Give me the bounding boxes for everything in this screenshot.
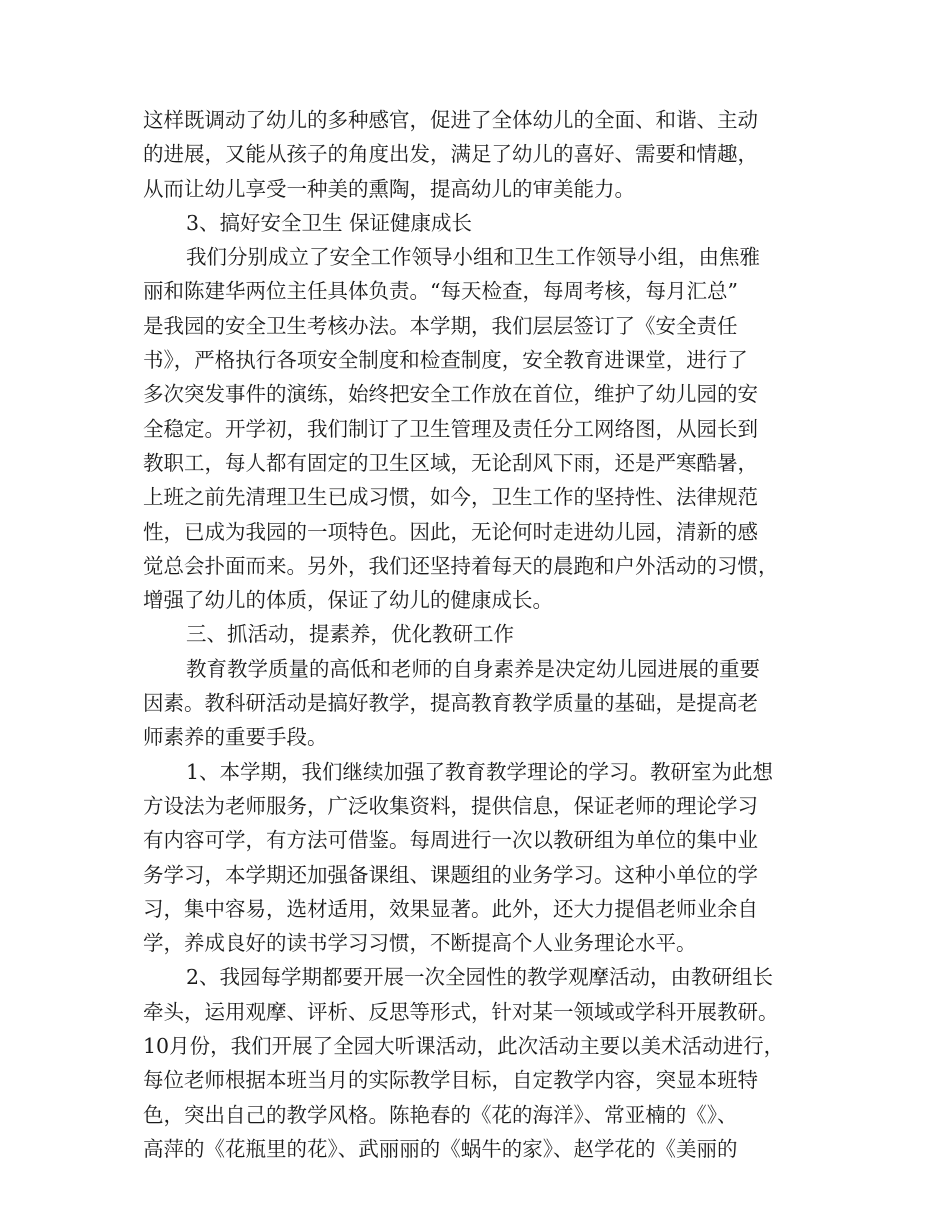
paragraph-line: 习，集中容易，选材适用，效果显著。此外，还大力提倡老师业余自 xyxy=(143,896,758,921)
paragraph-line: 觉总会扑面而来。另外，我们还坚持着每天的晨跑和户外活动的习惯， xyxy=(143,553,779,578)
paragraph-line: 牵头，运用观摩、评析、反思等形式，针对某一领域或学科开展教研。 xyxy=(143,999,779,1024)
paragraph-first-line: 1、本学期，我们继续加强了教育教学理论的学习。教研室为此想 xyxy=(186,759,774,784)
paragraph-line: 多次突发事件的演练，始终把安全工作放在首位，维护了幼儿园的安 xyxy=(143,382,758,407)
paragraph-line: 色，突出自己的教学风格。陈艳春的《花的海洋》、常亚楠的《》、 xyxy=(143,1102,738,1127)
paragraph-first-line: 三、抓活动，提素养，优化教研工作 xyxy=(186,622,514,647)
paragraph-line: 方设法为老师服务，广泛收集资料，提供信息，保证老师的理论学习 xyxy=(143,793,758,818)
paragraph-first-line: 2、我园每学期都要开展一次全园性的教学观摩活动，由教研组长 xyxy=(186,965,774,990)
paragraph-line: 全稳定。开学初，我们制订了卫生管理及责任分工网络图，从园长到 xyxy=(143,416,758,441)
paragraph-line: 从而让幼儿享受一种美的熏陶，提高幼儿的审美能力。 xyxy=(143,176,635,201)
paragraph-first-line: 我们分别成立了安全工作领导小组和卫生工作领导小组，由焦雅 xyxy=(186,245,760,270)
paragraph-line: 因素。教科研活动是搞好教学，提高教育教学质量的基础，是提高老 xyxy=(143,691,758,716)
document-body xyxy=(143,103,823,1166)
paragraph-first-line: 3、搞好安全卫生 保证健康成长 xyxy=(186,210,473,235)
paragraph-line: 性，已成为我园的一项特色。因此，无论何时走进幼儿园，清新的感 xyxy=(143,519,758,544)
paragraph-first-line: 教育教学质量的高低和老师的自身素养是决定幼儿园进展的重要 xyxy=(186,656,760,681)
paragraph-line: 每位老师根据本班当月的实际教学目标，自定教学内容，突显本班特 xyxy=(143,1068,758,1093)
paragraph-line: 教职工，每人都有固定的卫生区域，无论刮风下雨，还是严寒酷暑， xyxy=(143,450,758,475)
paragraph-line: 务学习，本学期还加强备课组、课题组的业务学习。这种小单位的学 xyxy=(143,862,758,887)
paragraph-line: 书》，严格执行各项安全制度和检查制度，安全教育进课堂，进行了 xyxy=(143,348,748,373)
paragraph-line: 是我园的安全卫生考核办法。本学期，我们层层签订了《安全责任 xyxy=(143,313,738,338)
paragraph-line: 师素养的重要手段。 xyxy=(143,725,328,750)
paragraph-line: 的进展，又能从孩子的角度出发，满足了幼儿的喜好、需要和情趣， xyxy=(143,142,758,167)
paragraph-line: 丽和陈建华两位主任具体负责。“每天检查，每周考核，每月汇总” xyxy=(143,279,738,304)
paragraph-line: 这样既调动了幼儿的多种感官，促进了全体幼儿的全面、和谐、主动 xyxy=(143,108,758,132)
paragraph-line: 增强了幼儿的体质，保证了幼儿的健康成长。 xyxy=(143,588,553,613)
paragraph-line: 高萍的《花瓶里的花》、武丽丽的《蜗牛的家》、赵学花的《美丽的 xyxy=(143,1136,738,1161)
paragraph-line: 上班之前先清理卫生已成习惯，如今，卫生工作的坚持性、法律规范 xyxy=(143,485,758,510)
paragraph-line: 10月份，我们开展了全园大听课活动，此次活动主要以美术活动进行， xyxy=(143,1034,785,1059)
paragraph-line: 有内容可学，有方法可借鉴。每周进行一次以教研组为单位的集中业 xyxy=(143,828,758,853)
paragraph-line: 学，养成良好的读书学习习惯，不断提高个人业务理论水平。 xyxy=(143,931,697,956)
